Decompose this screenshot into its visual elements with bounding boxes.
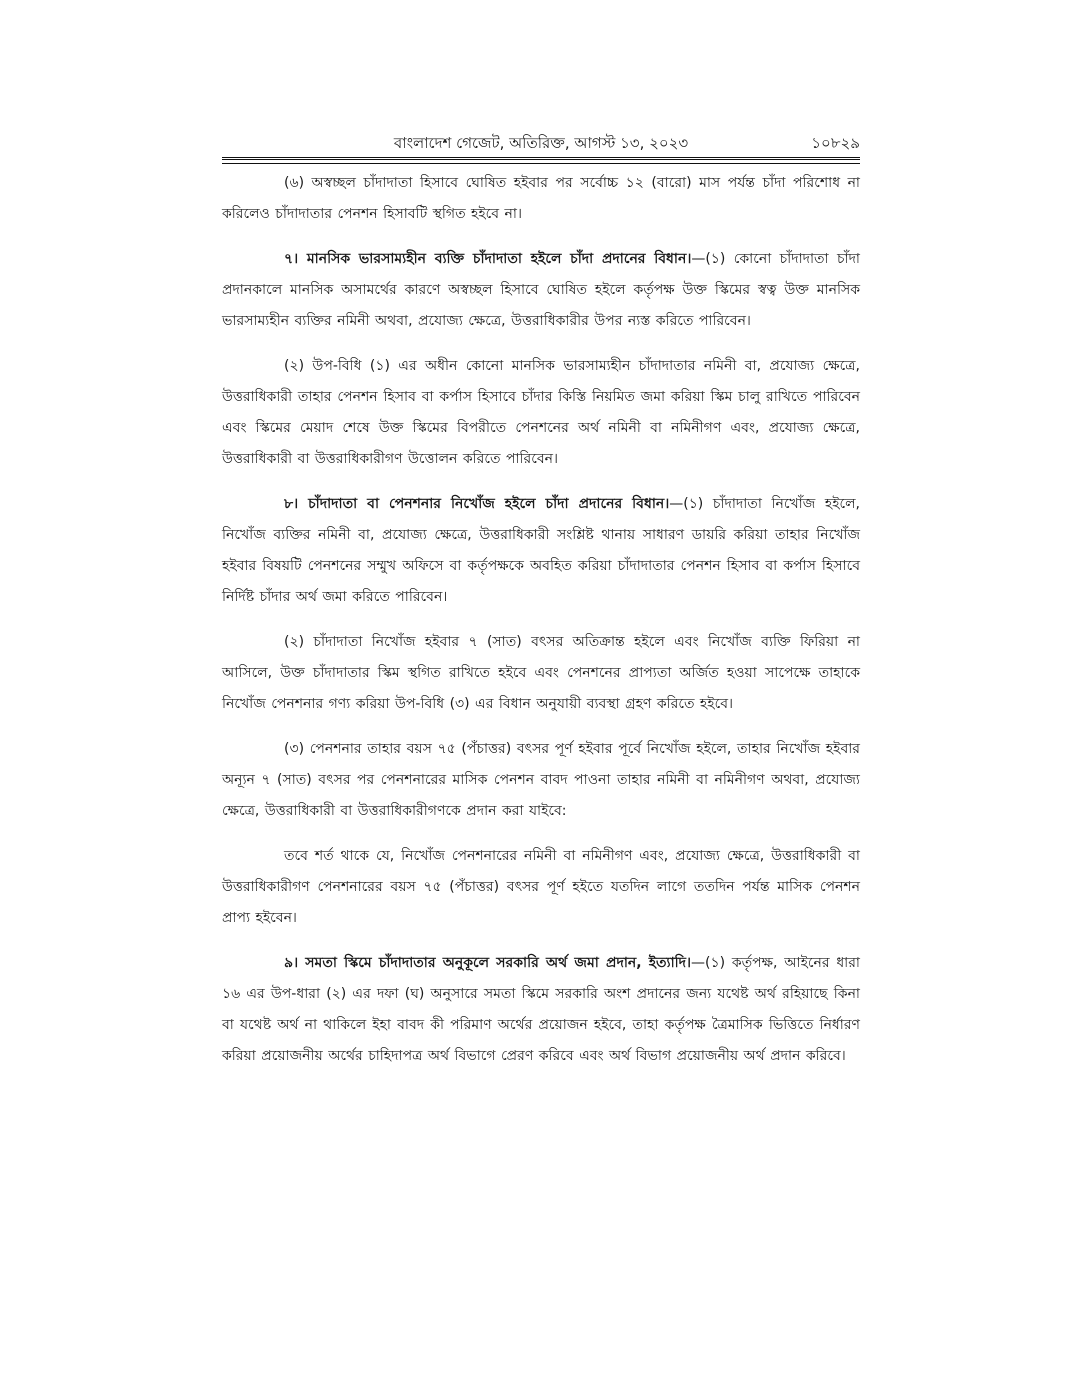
paragraph-rule-8-3 bbox=[222, 734, 860, 827]
paragraph-text: (২) চাঁদাদাতা নিখোঁজ হইবার ৭ (সাত) বৎসর অতিক্রান্ত হইলে এবং নিখোঁজ ব্যক্তি ফিরিয়া না আসিলে, উক্ত চাঁদাদাতার স্কিম স্থগিত রাখিতে হইবে এবং পেনশনের প্রাপ্যতা অর্জিত হওয়া সাপেক্ষে তাহাকে নিখোঁজ পেনশনার গণ্য করিয়া উপ-বিধি (৩) এর বিধান অনুযায়ী ব্যবস্থা গ্রহণ করিতে হইবে। bbox=[222, 634, 860, 712]
paragraph-rule-7-1 bbox=[222, 244, 860, 337]
paragraph-proviso bbox=[222, 841, 860, 934]
header-divider bbox=[222, 157, 860, 164]
paragraph-rule-7-2 bbox=[222, 351, 860, 475]
paragraph-text: (৬) অস্বচ্ছল চাঁদাদাতা হিসাবে ঘোষিত হইবার পর সর্বোচ্চ ১২ (বারো) মাস পর্যন্ত চাঁদা পরিশোধ না করিলেও চাঁদাদাতার পেনশন হিসাবটি স্থগিত হইবে না। bbox=[222, 175, 860, 222]
paragraph-heading: ৯। সমতা স্কিমে চাঁদাদাতার অনুকূলে সরকারি অর্থ জমা প্রদান, ইত্যাদি। bbox=[284, 955, 692, 971]
paragraph-rule-8-1 bbox=[222, 489, 860, 613]
header-title: বাংলাদেশ গেজেট, অতিরিক্ত, আগস্ট ১৩, ২০২৩ bbox=[393, 134, 689, 152]
paragraph-text: —(১) চাঁদাদাতা নিখোঁজ হইলে, নিখোঁজ ব্যক্তির নমিনী বা, প্রযোজ্য ক্ষেত্রে, উত্তরাধিকারী সংশ্লিষ্ট থানায় সাধারণ ডায়রি করিয়া তাহার নিখোঁজ হইবার বিষয়টি পেনশনের সম্মুখ অফিসে বা কর্তৃপক্ষকে অবহিত করিয়া চাঁদাদাতার পেনশন হিসাব বা কর্পাস হিসাবে নির্দিষ্ট চাঁদার অর্থ জমা করিতে পারিবেন। bbox=[222, 496, 860, 605]
paragraph-rule-9-1 bbox=[222, 948, 860, 1072]
paragraph-heading: ৮। চাঁদাদাতা বা পেনশনার নিখোঁজ হইলে চাঁদা প্রদানের বিধান। bbox=[284, 496, 670, 512]
paragraph-text: (২) উপ-বিধি (১) এর অধীন কোনো মানসিক ভারসাম্যহীন চাঁদাদাতার নমিনী বা, প্রযোজ্য ক্ষেত্রে, উত্তরাধিকারী তাহার পেনশন হিসাব বা কর্পাস হিসাবে চাঁদার কিস্তি নিয়মিত জমা করিয়া স্কিম চালু রাখিতে পারিবেন এবং স্কিমের মেয়াদ শেষে উক্ত স্কিমের বিপরীতে পেনশনের অর্থ নমিনী বা নমিনীগণ এবং, প্রযোজ্য ক্ষেত্রে, উত্তরাধিকারী বা উত্তরাধিকারীগণ উত্তোলন করিতে পারিবেন। bbox=[222, 358, 860, 467]
paragraph-text: (৩) পেনশনার তাহার বয়স ৭৫ (পঁচাত্তর) বৎসর পূর্ণ হইবার পূর্বে নিখোঁজ হইলে, তাহার নিখোঁজ হইবার অন্যূন ৭ (সাত) বৎসর পর পেনশনারের মাসিক পেনশন বাবদ পাওনা তাহার নমিনী বা নমিনীগণ অথবা, প্রযোজ্য ক্ষেত্রে, উত্তরাধিকারী বা উত্তরাধিকারীগণকে প্রদান করা যাইবে: bbox=[222, 741, 860, 819]
paragraph-text: —(১) কর্তৃপক্ষ, আইনের ধারা ১৬ এর উপ-ধারা (২) এর দফা (ঘ) অনুসারে সমতা স্কিমে সরকারি অংশ প্রদানের জন্য যথেষ্ট অর্থ রহিয়াছে কিনা বা যথেষ্ট অর্থ না থাকিলে ইহা বাবদ কী পরিমাণ অর্থের প্রয়োজন হইবে, তাহা কর্তৃপক্ষ ত্রৈমাসিক ভিত্তিতে নির্ধারণ করিয়া প্রয়োজনীয় অর্থের চাহিদাপত্র অর্থ বিভাগে প্রেরণ করিবে এবং অর্থ বিভাগ প্রয়োজনীয় অর্থ প্রদান করিবে। bbox=[222, 955, 860, 1064]
paragraph-text: —(১) কোনো চাঁদাদাতা চাঁদা প্রদানকালে মানসিক অসামর্থের কারণে অস্বচ্ছল হিসাবে ঘোষিত হইলে কর্তৃপক্ষ উক্ত স্কিমের স্বত্ব উক্ত মানসিক ভারসাম্যহীন ব্যক্তির নমিনী অথবা, প্রযোজ্য ক্ষেত্রে, উত্তরাধিকারীর উপর ন্যস্ত করিতে পারিবেন। bbox=[222, 251, 860, 329]
paragraph-heading: ৭। মানসিক ভারসাম্যহীন ব্যক্তি চাঁদাদাতা হইলে চাঁদা প্রদানের বিধান। bbox=[284, 251, 692, 267]
document-body bbox=[222, 168, 860, 1086]
page-number: ১০৮২৯ bbox=[811, 134, 860, 152]
page-header bbox=[222, 128, 860, 158]
paragraph-text: তবে শর্ত থাকে যে, নিখোঁজ পেনশনারের নমিনী বা নমিনীগণ এবং, প্রযোজ্য ক্ষেত্রে, উত্তরাধিকারী বা উত্তরাধিকারীগণ পেনশনারের বয়স ৭৫ (পঁচাত্তর) বৎসর পূর্ণ হইতে যতদিন লাগে ততদিন পর্যন্ত মাসিক পেনশন প্রাপ্য হইবেন। bbox=[222, 848, 860, 926]
paragraph-rule-8-2 bbox=[222, 627, 860, 720]
paragraph-rule-6-6 bbox=[222, 168, 860, 230]
